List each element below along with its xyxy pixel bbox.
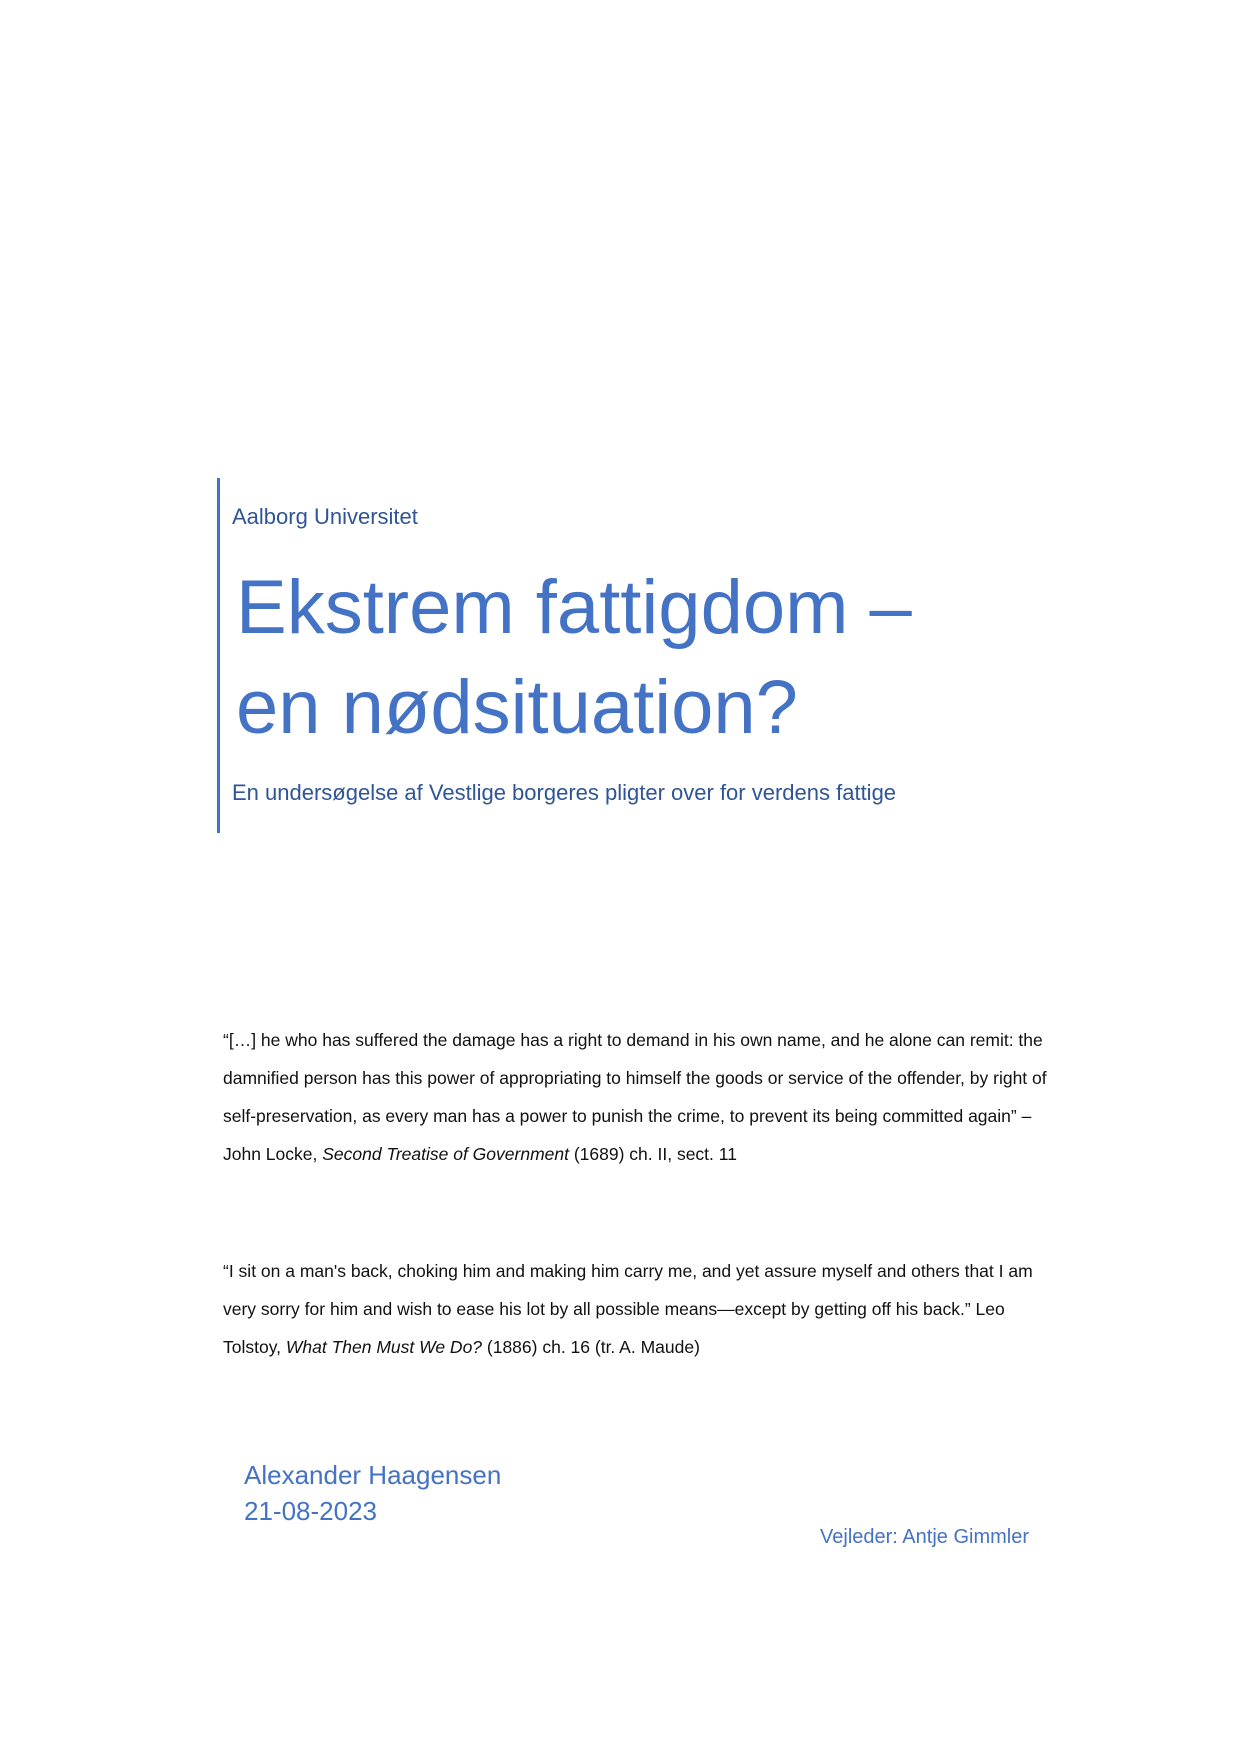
submission-date: 21-08-2023 (244, 1496, 377, 1526)
subtitle: En undersøgelse af Vestlige borgeres pligter over for verdens fattige (232, 780, 897, 805)
page-title (236, 558, 912, 758)
quote-tolstoy (223, 1252, 1053, 1366)
quote-work-title: What Then Must We Do? (285, 1337, 483, 1357)
advisor: Vejleder: Antje Gimmler (820, 1526, 1029, 1548)
title-block (217, 478, 1077, 833)
quote-reference: (1886) ch. 16 (tr. A. Maude) (482, 1337, 700, 1357)
quote-locke (223, 1021, 1053, 1173)
university-name: Aalborg Universitet (232, 504, 418, 529)
quote-text: “[…] he who has suffered the damage has a right to demand in his own name, and he alone can remit: the damnified person has this power of appropriating to himself the goods or service of the offender, by right of self-preservation, as every man has a power to punish the crime, to prevent its being committed again” – John Locke, (223, 1030, 1047, 1164)
title-line-1: Ekstrem fattigdom – (236, 565, 912, 650)
quote-text: “I sit on a man's back, choking him and making him carry me, and yet assure myself and others that I am very sorry for him and wish to ease his lot by all possible means—except by getting off his back.” Leo Tolstoy, (223, 1261, 1033, 1357)
author-name: Alexander Haagensen (244, 1460, 502, 1490)
quote-work-title: Second Treatise of Government (322, 1144, 569, 1164)
quote-reference: (1689) ch. II, sect. 11 (568, 1144, 737, 1164)
author-block (244, 1457, 501, 1529)
title-line-2: en nødsituation? (236, 665, 798, 750)
